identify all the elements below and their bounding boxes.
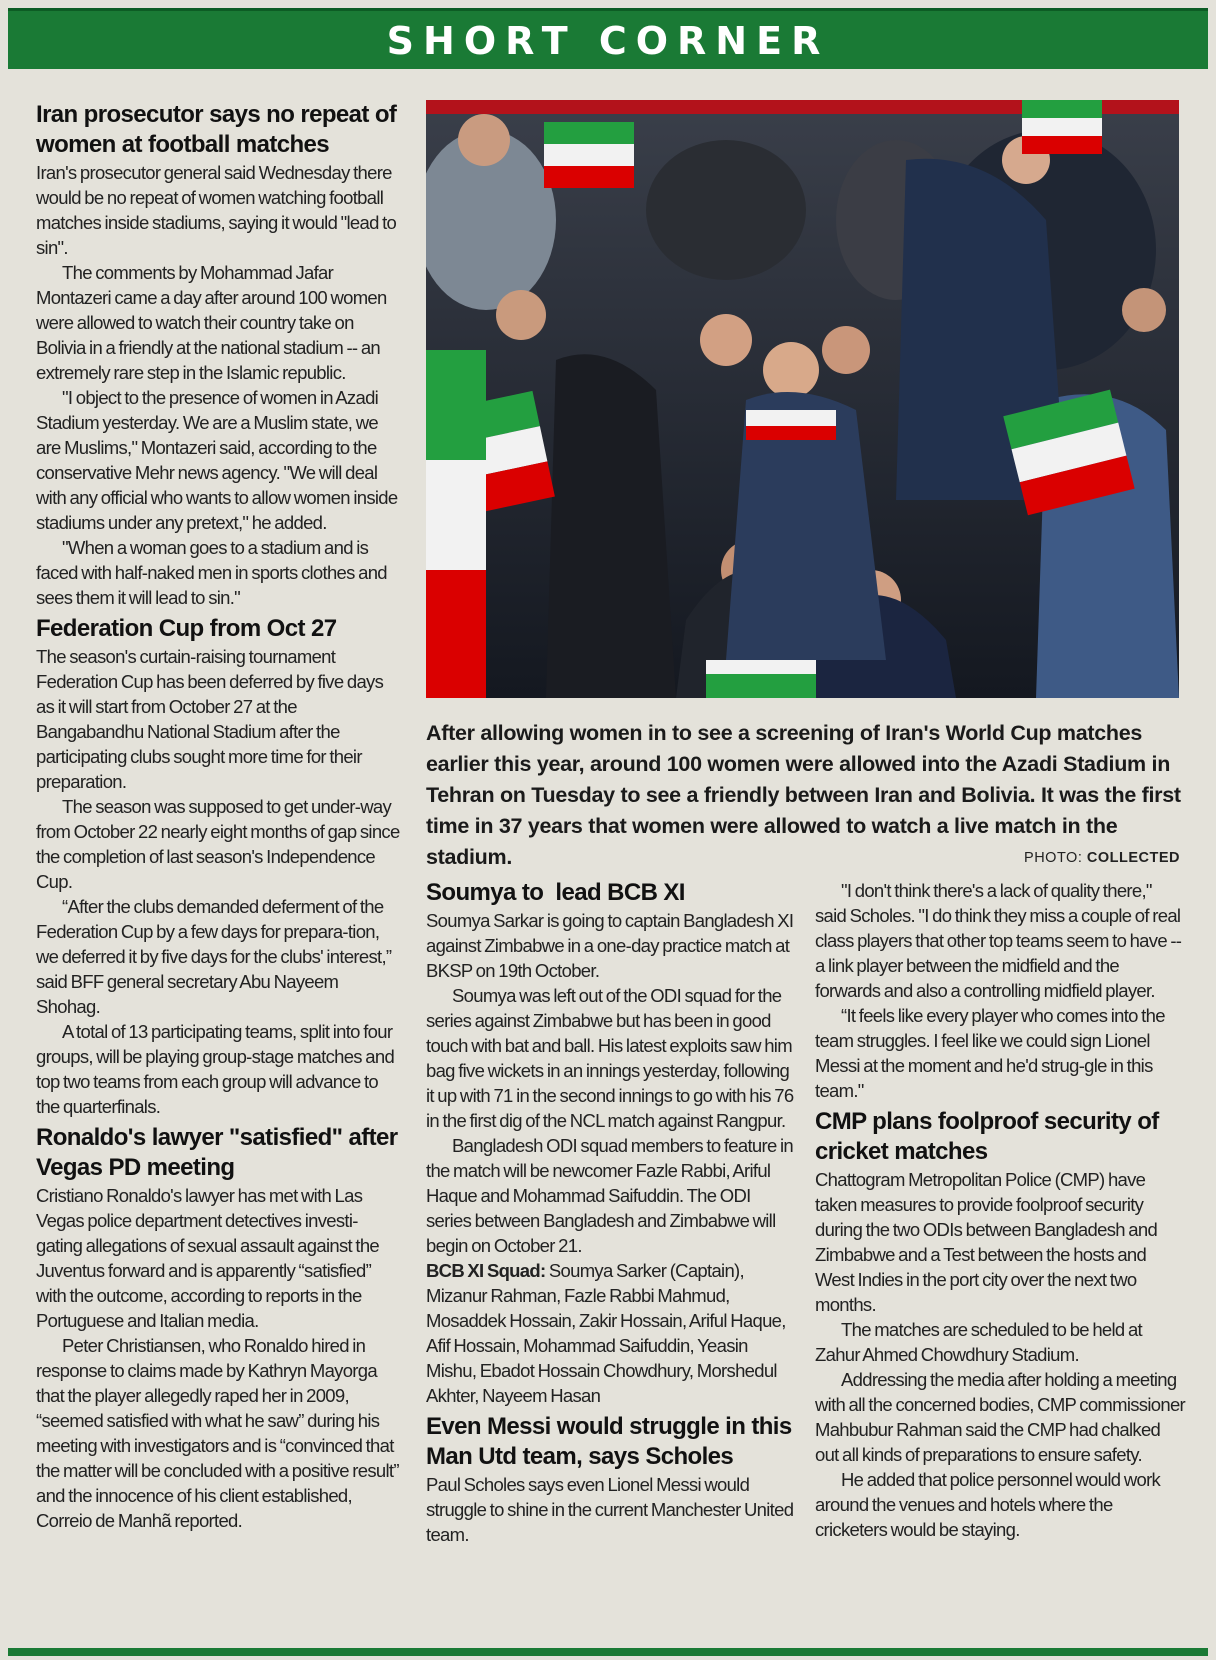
article-iran [36, 100, 402, 610]
article-soumya [426, 878, 796, 1408]
paragraph: "I object to the presence of women in Azadi Stadium yesterday. We are a Muslim state, we are Muslims," Montazeri said, according to the conservative Mehr news agency. "We will deal with any official who wants to allow women inside stadiums under any pretext," he added. [36, 387, 398, 533]
paragraph: Bangladesh ODI squad members to feature in the match will be newcomer Fazle Rabbi, Ariful Haque and Mohammad Saifuddin. The ODI series between Bangladesh and Zimbabwe will begin on October 21. [426, 1135, 793, 1256]
middle-column [426, 878, 796, 1547]
headline-ronaldo: Ronaldo's lawyer "satisfied" after Vegas PD meeting [36, 1124, 398, 1181]
headline-iran: Iran prosecutor says no repeat of women at football matches [36, 101, 397, 158]
headline-federation-cup: Federation Cup from Oct 27 [36, 615, 337, 642]
paragraph: Chattogram Metropolitan Police (CMP) have taken measures to provide foolproof security during the two ODIs between Bangladesh and Zimbabwe and a Test between the hosts and West Indies in the port city over the next two months. [815, 1169, 1158, 1315]
headline-soumya: Soumya to lead BCB XI [426, 879, 685, 906]
paragraph: The season was supposed to get under-way from October 22 nearly eight months of gap since the completion of last season's Independence Cup. [36, 796, 400, 892]
paragraph: "When a woman goes to a stadium and is faced with half-naked men in sports clothes and sees them it will lead to sin." [36, 537, 387, 608]
bottom-rule [8, 1648, 1208, 1656]
paragraph: Soumya was left out of the ODI squad for the series against Zimbabwe but has been in good touch with bat and ball. His latest exploits saw him bag five wickets in an innings yesterday, following it up with 71 in the second innings to go with his 76 in the first dig of the NCL match against Rangpur. [426, 985, 794, 1131]
paragraph: "I don't think there's a lack of quality there," said Scholes. "I do think they miss a couple of real class players that other top teams seem to have -- a link player between the midfield and the forwards and also a controlling midfield player. [815, 880, 1182, 1001]
paragraph: Peter Christiansen, who Ronaldo hired in response to claims made by Kathryn Mayorga that the player allegedly raped her in 2009, “seemed satisfied with what he saw” during his meeting with investigators and is “convinced that the matter will be concluded with a positive result” and the innocence of his client established, Correio de Manhã reported. [36, 1335, 399, 1531]
flag [544, 122, 634, 188]
paragraph: Addressing the media after holding a meeting with all the concerned bodies, CMP commissioner Mahbubur Rahman said the CMP had chalked out all kinds of preparations to ensure safety. [815, 1369, 1185, 1465]
squad-list: Soumya Sarker (Captain), Mizanur Rahman, Fazle Rabbi Mahmud, Mosaddek Hossain, Zakir Hossain, Ariful Haque, Afif Hossain, Mohammad Saifuddin, Yeasin Mishu, Ebadot Hossain Chowdhury, Morshedul Akhter, Nayeem Hasan [426, 1260, 786, 1406]
squad-paragraph [426, 1258, 796, 1408]
paragraph: The matches are scheduled to be held at Zahur Ahmed Chowdhury Stadium. [815, 1319, 1142, 1365]
photo-credit-value: COLLECTED [1086, 850, 1180, 866]
left-column [36, 100, 402, 1533]
right-column [815, 878, 1185, 1542]
headline-scholes: Even Messi would struggle in this Man Utd team, says Scholes [426, 1413, 792, 1470]
paragraph: Paul Scholes says even Lionel Messi would struggle to shine in the current Manchester United team. [426, 1474, 794, 1545]
paragraph: A total of 13 participating teams, split into four groups, will be playing group-stage matches and top two teams from each group will advance to the quarterfinals. [36, 1021, 395, 1117]
headline-cmp: CMP plans foolproof security of cricket matches [815, 1108, 1159, 1165]
flag [1022, 100, 1102, 154]
article-ronaldo [36, 1123, 402, 1533]
paragraph: “After the clubs demanded deferment of the Federation Cup by a few days for prepara-tion, we deferred it by five days for the clubs' interest,” said BFF general secretary Abu Nayeem Shohag. [36, 896, 392, 1017]
paragraph: He added that police personnel would work around the venues and hotels where the cricketers would be staying. [815, 1469, 1161, 1540]
article-federation-cup [36, 614, 402, 1119]
paragraph: “It feels like every player who comes into the team struggles. I feel like we could sign Lionel Messi at the moment and he'd strug-gle in this team." [815, 1005, 1165, 1101]
article-cmp [815, 1107, 1185, 1542]
paragraph: Iran's prosecutor general said Wednesday there would be no repeat of women watching football matches inside stadiums, saying it would "lead to sin". [36, 162, 397, 258]
photo-illustration [426, 100, 1179, 698]
paragraph: Soumya Sarkar is going to captain Bangladesh XI against Zimbabwe in a one-day practice match at BKSP on 19th October. [426, 910, 794, 981]
article-scholes [426, 1412, 796, 1547]
paragraph: Cristiano Ronaldo's lawyer has met with Las Vegas police department detectives investi-gating allegations of sexual assault against the Juventus forward and is apparently “satisfied” with the outcome, according to reports in the Portuguese and Italian media. [36, 1185, 379, 1331]
squad-label: BCB XI Squad: [426, 1260, 546, 1281]
photo-caption: After allowing women in to see a screening of Iran's World Cup matches earlier this year, around 100 women were allowed into the Azadi Stadium in Tehran on Tuesday to see a friendly between Iran and Bolivia. It was the first time in 37 years that women were allowed to watch a live match in the stadium. [426, 721, 1181, 869]
paragraph: The season's curtain-raising tournament Federation Cup has been deferred by five days as it will start from October 27 at the Bangabandhu National Stadium after the participating clubs sought more time for their preparation. [36, 646, 384, 792]
photo-credit-label: PHOTO: [1024, 850, 1083, 866]
section-title: SHORT CORNER [386, 19, 830, 63]
photo-credit [1000, 850, 1180, 866]
section-banner [8, 8, 1208, 69]
stadium-fans-photo [426, 100, 1179, 698]
paragraph: The comments by Mohammad Jafar Montazeri came a day after around 100 women were allowed to watch their country take on Bolivia in a friendly at the national stadium -- an extremely rare step in the Islamic republic. [36, 262, 387, 383]
